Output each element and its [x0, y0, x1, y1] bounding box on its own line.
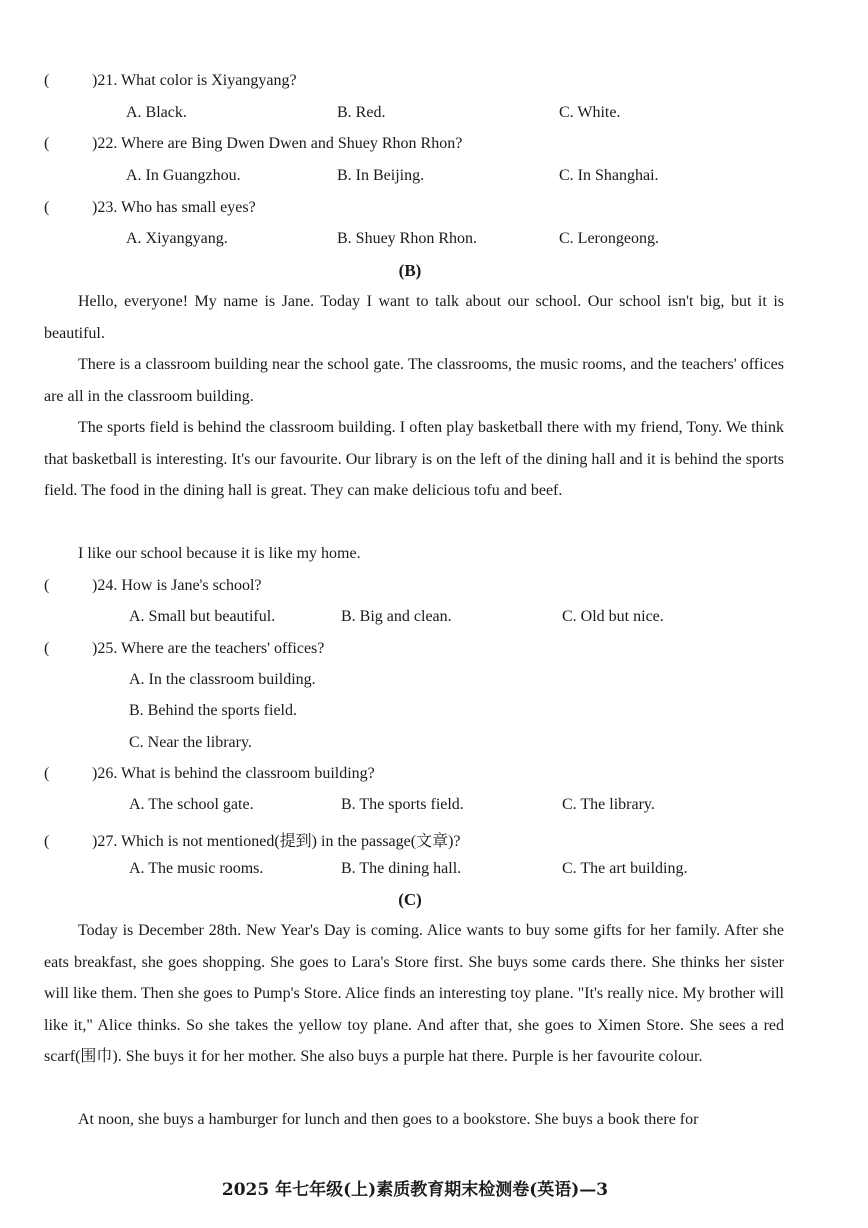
option-c: C. The art building.	[562, 860, 688, 877]
question-text: )26. What is behind the classroom building?	[92, 765, 375, 782]
passage-b-paragraph-1: Hello, everyone! My name is Jane. Today I want to talk about our school. Our school isn't big, but it is beautiful.	[44, 293, 784, 342]
question-23	[44, 199, 256, 217]
option-b: B. The dining hall.	[341, 860, 462, 877]
question-26	[44, 765, 375, 783]
passage-c-paragraph-1: Today is December 28th. New Year's Day is coming. Alice wants to buy some gifts for her family. After she eats breakfast, she goes shopping. She goes to Lara's Store first. She buys some cards there. She thinks her sister will like them. Then she goes to Pump's Store. Alice finds an interesting toy plane. "It's really nice. My brother will like it," Alice thinks. So she takes the yellow toy plane. And after that, she goes to Ximen Store. She sees a red scarf(围巾). She buys it for her mother. She also buys a purple hat there. Purple is her favourite colour.	[44, 922, 784, 1065]
question-24	[44, 577, 262, 595]
option-c: C. In Shanghai.	[559, 167, 659, 184]
answer-blank[interactable]: (	[44, 135, 50, 152]
question-text: )21. What color is Xiyangyang?	[92, 72, 297, 89]
option-b: B. Red.	[337, 104, 386, 121]
option-a: A. The music rooms.	[129, 860, 264, 877]
option-a: A. In the classroom building.	[129, 671, 316, 688]
question-22	[44, 135, 462, 153]
option-a: A. In Guangzhou.	[126, 167, 241, 184]
passage-b-paragraph-2: There is a classroom building near the school gate. The classrooms, the music rooms, and the teachers' offices are all in the classroom building.	[44, 356, 784, 405]
question-text: )23. Who has small eyes?	[92, 199, 256, 216]
option-c: C. Lerongeong.	[559, 230, 659, 247]
answer-blank[interactable]: (	[44, 72, 50, 89]
page-footer: 2025 年七年级(上)素质教育期末检测卷(英语)—3	[221, 1180, 609, 1200]
option-c: C. Near the library.	[129, 734, 252, 751]
option-a: A. Black.	[126, 104, 187, 121]
option-b: B. In Beijing.	[337, 167, 425, 184]
option-c: C. Old but nice.	[562, 608, 664, 625]
passage-c-paragraph-2: At noon, she buys a hamburger for lunch and then goes to a bookstore. She buys a book there for	[78, 1111, 699, 1128]
question-25	[44, 640, 324, 658]
option-b: B. Behind the sports field.	[129, 702, 297, 719]
option-c: C. White.	[559, 104, 621, 121]
option-b: B. Big and clean.	[341, 608, 452, 625]
option-a: A. Xiyangyang.	[126, 230, 228, 247]
answer-blank[interactable]: (	[44, 833, 50, 850]
answer-blank[interactable]: (	[44, 577, 50, 594]
option-c: C. The library.	[562, 796, 655, 813]
answer-blank[interactable]: (	[44, 199, 50, 216]
question-text: )27. Which is not mentioned(提到) in the passage(文章)?	[92, 833, 461, 850]
question-text: )22. Where are Bing Dwen Dwen and Shuey Rhon Rhon?	[92, 135, 463, 152]
passage-b-paragraph-4: I like our school because it is like my home.	[78, 545, 361, 562]
answer-blank[interactable]: (	[44, 765, 50, 782]
question-text: )25. Where are the teachers' offices?	[92, 640, 325, 657]
question-27	[44, 828, 461, 851]
passage-b-paragraph-3: The sports field is behind the classroom building. I often play basketball there with my friend, Tony. We think that basketball is interesting. It's our favourite. Our library is on the left of the dining hall and it is behind the sports field. The food in the dining hall is great. They can make delicious tofu and beef.	[44, 419, 784, 499]
option-b: B. The sports field.	[341, 796, 464, 813]
answer-blank[interactable]: (	[44, 640, 50, 657]
section-c-title: (C)	[398, 890, 422, 909]
option-b: B. Shuey Rhon Rhon.	[337, 230, 478, 247]
section-b-title: (B)	[398, 261, 422, 280]
option-a: A. The school gate.	[129, 796, 254, 813]
question-21	[44, 72, 297, 90]
question-text: )24. How is Jane's school?	[92, 577, 262, 594]
option-a: A. Small but beautiful.	[129, 608, 276, 625]
